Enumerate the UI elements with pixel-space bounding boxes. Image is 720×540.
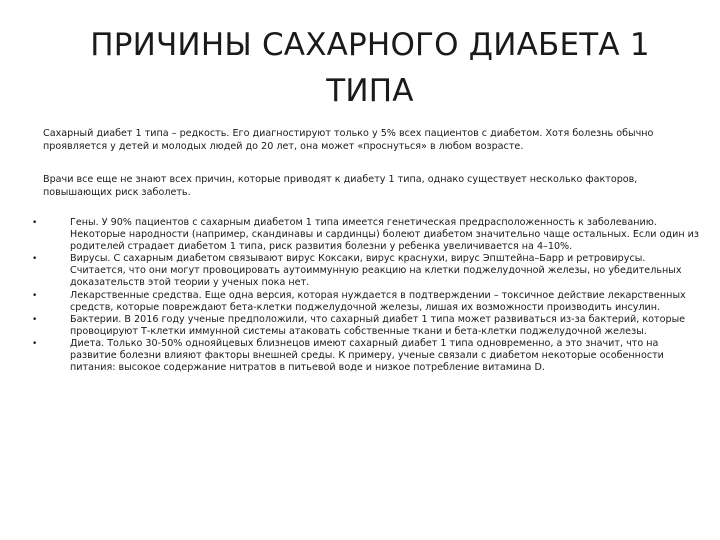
list-item-bacteria <box>30 314 700 338</box>
list-item-text: Гены. У 90% пациентов с сахарным диабетом 1 типа имеется генетическая предрасположенность к заболеванию. Некоторые народности (например, скандинавы и сардинцы) болеют диабетом значительно чаще остальных. Если один из родителей страдает диабетом 1 типа, риск развития болезни у ребенка увеличивается на 4–10%. <box>70 217 699 253</box>
causes-list <box>30 217 700 374</box>
list-item-text: Лекарственные средства. Еще одна версия, которая нуждается в подтверждении – токсичное действие лекарственных средств, которые повреждают бета-клетки поджелудочной железы, лишая их возможности производить инсулин. <box>70 289 686 313</box>
bullet-icon: • <box>32 254 38 265</box>
intro-paragraph: Сахарный диабет 1 типа – редкость. Его диагностируют только у 5% всех пациентов с диабетом. Хотя болезнь обычно проявляется у детей и молодых людей до 20 лет, она может «проснуться» в любом возрасте. <box>43 128 654 152</box>
slide-title: ПРИЧИНЫ САХАРНОГО ДИАБЕТА 1 ТИПА <box>90 27 650 109</box>
bullet-icon: • <box>32 218 38 228</box>
list-item-genes <box>30 217 700 253</box>
list-item-diet <box>30 338 700 374</box>
list-item-text: Диета. Только 30-50% однояйцевых близнецов имеют сахарный диабет 1 типа одновременно, а это значит, что на развитие болезни влияют факторы внешней среды. К примеру, ученые связали с диабетом некоторые особенности питания: высокое содержание нитратов в питьевой воде и низкое потребление витамина D. <box>70 337 664 374</box>
bullet-icon: • <box>32 338 38 349</box>
list-item-text: Бактерии. В 2016 году ученые предположили, что сахарный диабет 1 типа может развиваться из-за бактерий, которые провоцируют Т-клетки иммунной системы атаковать собственные ткани и бета-клетки поджелудочной железы. <box>70 313 686 337</box>
list-item-text: Вирусы. С сахарным диабетом связывают вирус Коксаки, вирус краснухи, вирус Эпштейна–Барр и ретровирусы. Считается, что они могут провоцировать аутоиммунную реакцию на клетки поджелудочной железы, но убедительных доказательств этой теории у ученых пока нет. <box>70 253 682 289</box>
list-item-viruses <box>30 253 700 289</box>
causes-intro-paragraph: Врачи все еще не знают всех причин, которые приводят к диабету 1 типа, однако существует несколько факторов, повышающих риск заболеть. <box>43 174 638 198</box>
list-item-drugs <box>30 290 700 314</box>
bullet-icon: • <box>32 290 38 301</box>
bullet-icon: • <box>32 314 38 325</box>
